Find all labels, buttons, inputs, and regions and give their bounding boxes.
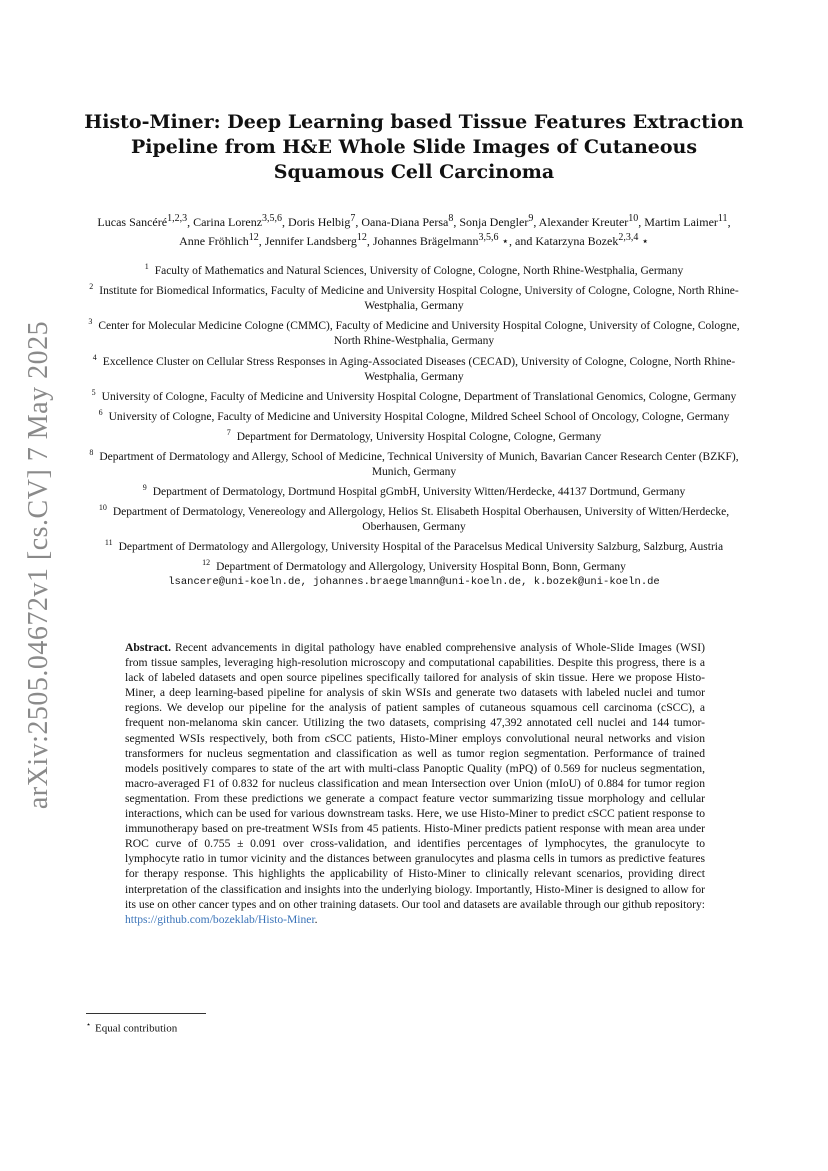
- affiliation-number: 4: [92, 352, 97, 362]
- github-repo-link[interactable]: https://github.com/bozeklab/Histo-Miner: [125, 912, 315, 926]
- abstract-text: Recent advancements in digital pathology have enabled comprehensive analysis of Whole-Slide Images (WSI) from tissue samples, leveraging high-resolution microscopy and computational capabilities. Despite this progress, there is a lack of labeled datasets and open source pipelines specifically tailored for analysis of skin tissue. Here we propose Histo-Miner, a deep learning-based pipeline for analysis of skin WSIs and generate two datasets with labeled nuclei and tumor regions. We develop our pipeline for the analysis of patient samples of cutaneous squamous cell carcinoma (cSCC), a frequent non-melanoma skin cancer. Utilizing the two datasets, comprising 47,392 annotated cell nuclei and 144 tumor-segmented WSIs respectively, both from cSCC patients, Histo-Miner employs convolutional neural networks and vision transformers for nucleus segmentation and classification as well as tumor region segmentation. Performance of trained models positively compares to state of the art with multi-class Panoptic Quality (mPQ) of 0.569 for nucleus segmentation, macro-averaged F1 of 0.832 for nucleus classification and mean Intersection over Union (mIoU) of 0.884 for tumor region segmentation. From these predictions we generate a compact feature vector summarizing tissue morphology and cellular interactions, which can be used for various downstream tasks. Here, we use Histo-Miner to predict cSCC patient response to immunotherapy based on pre-treatment WSIs from 45 patients. Histo-Miner predicts patient response with mean area under ROC curve of 0.755 ± 0.091 over cross-validation, and identifies percentages of lymphocytes, the granulocyte to lymphocyte ratio in tumor vicinity and the distances between granulocytes and plasma cells in tumors as predictive features for therapy response. This highlights the applicability of Histo-Miner to clinically relevant scenarios, providing direct interpretation of the classification and insights into the underlying biology. Importantly, Histo-Miner is designed to allow for its use on other cancer types and on other training datasets. Our tool and datasets are available through our github repository:: [125, 641, 705, 911]
- paper-header: [84, 110, 744, 588]
- affiliation-text: Department of Dermatology, Venereology and Allergology, Helios St. Elisabeth Hospital Oberhausen, University of Witten/Herdecke, Oberhausen, Germany: [112, 505, 730, 534]
- affiliation-list: [84, 259, 744, 575]
- affiliation-number: 6: [98, 407, 103, 417]
- author-list: Lucas Sancéré$^{1,2,3}$, Carina Lorenz$^{3,5,6}$, Doris Helbig$^7$, Oana-Diana Persa$^8$, Sonja Dengler$^9$, Alexander Kreuter$^{10}$, Martim Laimer$^{11}$, Anne Fröhlich$^{12}$, Jennifer Landsberg$^{12}$, Johannes Brägelmann$^{3,5,6}$ ⋆, and Katarzyna Bozek$^{2,3,4}$ ⋆: [97, 213, 731, 248]
- affiliation-text: Department for Dermatology, University Hospital Cologne, Cologne, Germany: [236, 430, 602, 443]
- affiliation-number: 3: [88, 317, 93, 327]
- footnote-divider: [86, 1013, 206, 1014]
- affiliation-item: [84, 350, 744, 385]
- arxiv-id-text: arXiv:2505.04672v1 [cs.CV] 7 May 2025: [23, 320, 54, 810]
- affiliation-number: 2: [89, 282, 94, 292]
- abstract-end: .: [314, 912, 318, 926]
- affiliation-text: University of Cologne, Faculty of Medicine and University Hospital Cologne, Mildred Scheel School of Oncology, Cologne, Germany: [108, 410, 730, 423]
- affiliation-item: [84, 314, 744, 349]
- affiliation-text: Institute for Biomedical Informatics, Faculty of Medicine and University Hospital Cologne, University of Cologne, Cologne, North Rhine-Westphalia, Germany: [99, 284, 739, 313]
- abstract-section: [125, 640, 705, 927]
- footnote-text: Equal contribution: [95, 1022, 178, 1035]
- affiliation-item: [84, 259, 744, 279]
- contact-emails: lsancere@uni-koeln.de, johannes.braegelmann@uni-koeln.de, k.bozek@uni-koeln.de: [168, 576, 660, 589]
- affiliation-number: 7: [226, 427, 231, 437]
- affiliation-text: Center for Molecular Medicine Cologne (CMMC), Faculty of Medicine and University Hospital Cologne, University of Cologne, Cologne, North Rhine-Westphalia, Germany: [98, 320, 740, 348]
- affiliation-text: Excellence Cluster on Cellular Stress Responses in Aging-Associated Diseases (CECAD), University of Cologne, Cologne, North Rhine-Westphalia, Germany: [102, 355, 736, 383]
- affiliation-item: [84, 555, 744, 575]
- paper-title: Histo-Miner: Deep Learning based Tissue Features Extraction Pipeline from H&E Whole Slide Images of Cutaneous Squamous Cell Carcinoma: [84, 111, 744, 183]
- affiliation-item: [84, 385, 744, 405]
- affiliation-number: 8: [89, 447, 94, 457]
- affiliation-text: Department of Dermatology and Allergy, School of Medicine, Technical University of Munich, Bavarian Cancer Research Center (BZKF), Munich, Germany: [99, 450, 739, 478]
- affiliation-item: [84, 500, 744, 535]
- affiliation-item: [84, 480, 744, 500]
- affiliation-number: 1: [144, 262, 149, 271]
- affiliation-number: 12: [202, 558, 211, 568]
- affiliation-item: [84, 425, 744, 445]
- affiliation-text: Department of Dermatology and Allergology, University Hospital Bonn, Bonn, Germany: [216, 561, 626, 574]
- affiliation-item: [84, 535, 744, 555]
- abstract-label: Abstract.: [125, 641, 172, 654]
- affiliation-text: Department of Dermatology and Allergology, University Hospital of the Paracelsus Medical University Salzburg, Salzburg, Austria: [118, 541, 724, 554]
- affiliation-item: [84, 445, 744, 480]
- affiliation-text: Department of Dermatology, Dortmund Hospital gGmbH, University Witten/Herdecke, 44137 Dortmund, Germany: [152, 485, 686, 498]
- affiliation-number: 10: [98, 503, 107, 513]
- affiliation-number: 5: [91, 387, 96, 397]
- arxiv-identifier-stamp: [14, 260, 64, 870]
- affiliation-item: [84, 405, 744, 425]
- affiliation-text: University of Cologne, Faculty of Medicine and University Hospital Cologne, Department of Translational Genomics, Cologne, Germany: [101, 390, 737, 403]
- footnote-mark: ⋆: [86, 1020, 92, 1029]
- affiliation-number: 11: [104, 538, 113, 548]
- affiliation-item: [84, 279, 744, 314]
- footnote: [86, 1020, 177, 1035]
- affiliation-number: 9: [142, 483, 147, 493]
- affiliation-text: Faculty of Mathematics and Natural Sciences, University of Cologne, Cologne, North Rhine-Westphalia, Germany: [154, 264, 684, 277]
